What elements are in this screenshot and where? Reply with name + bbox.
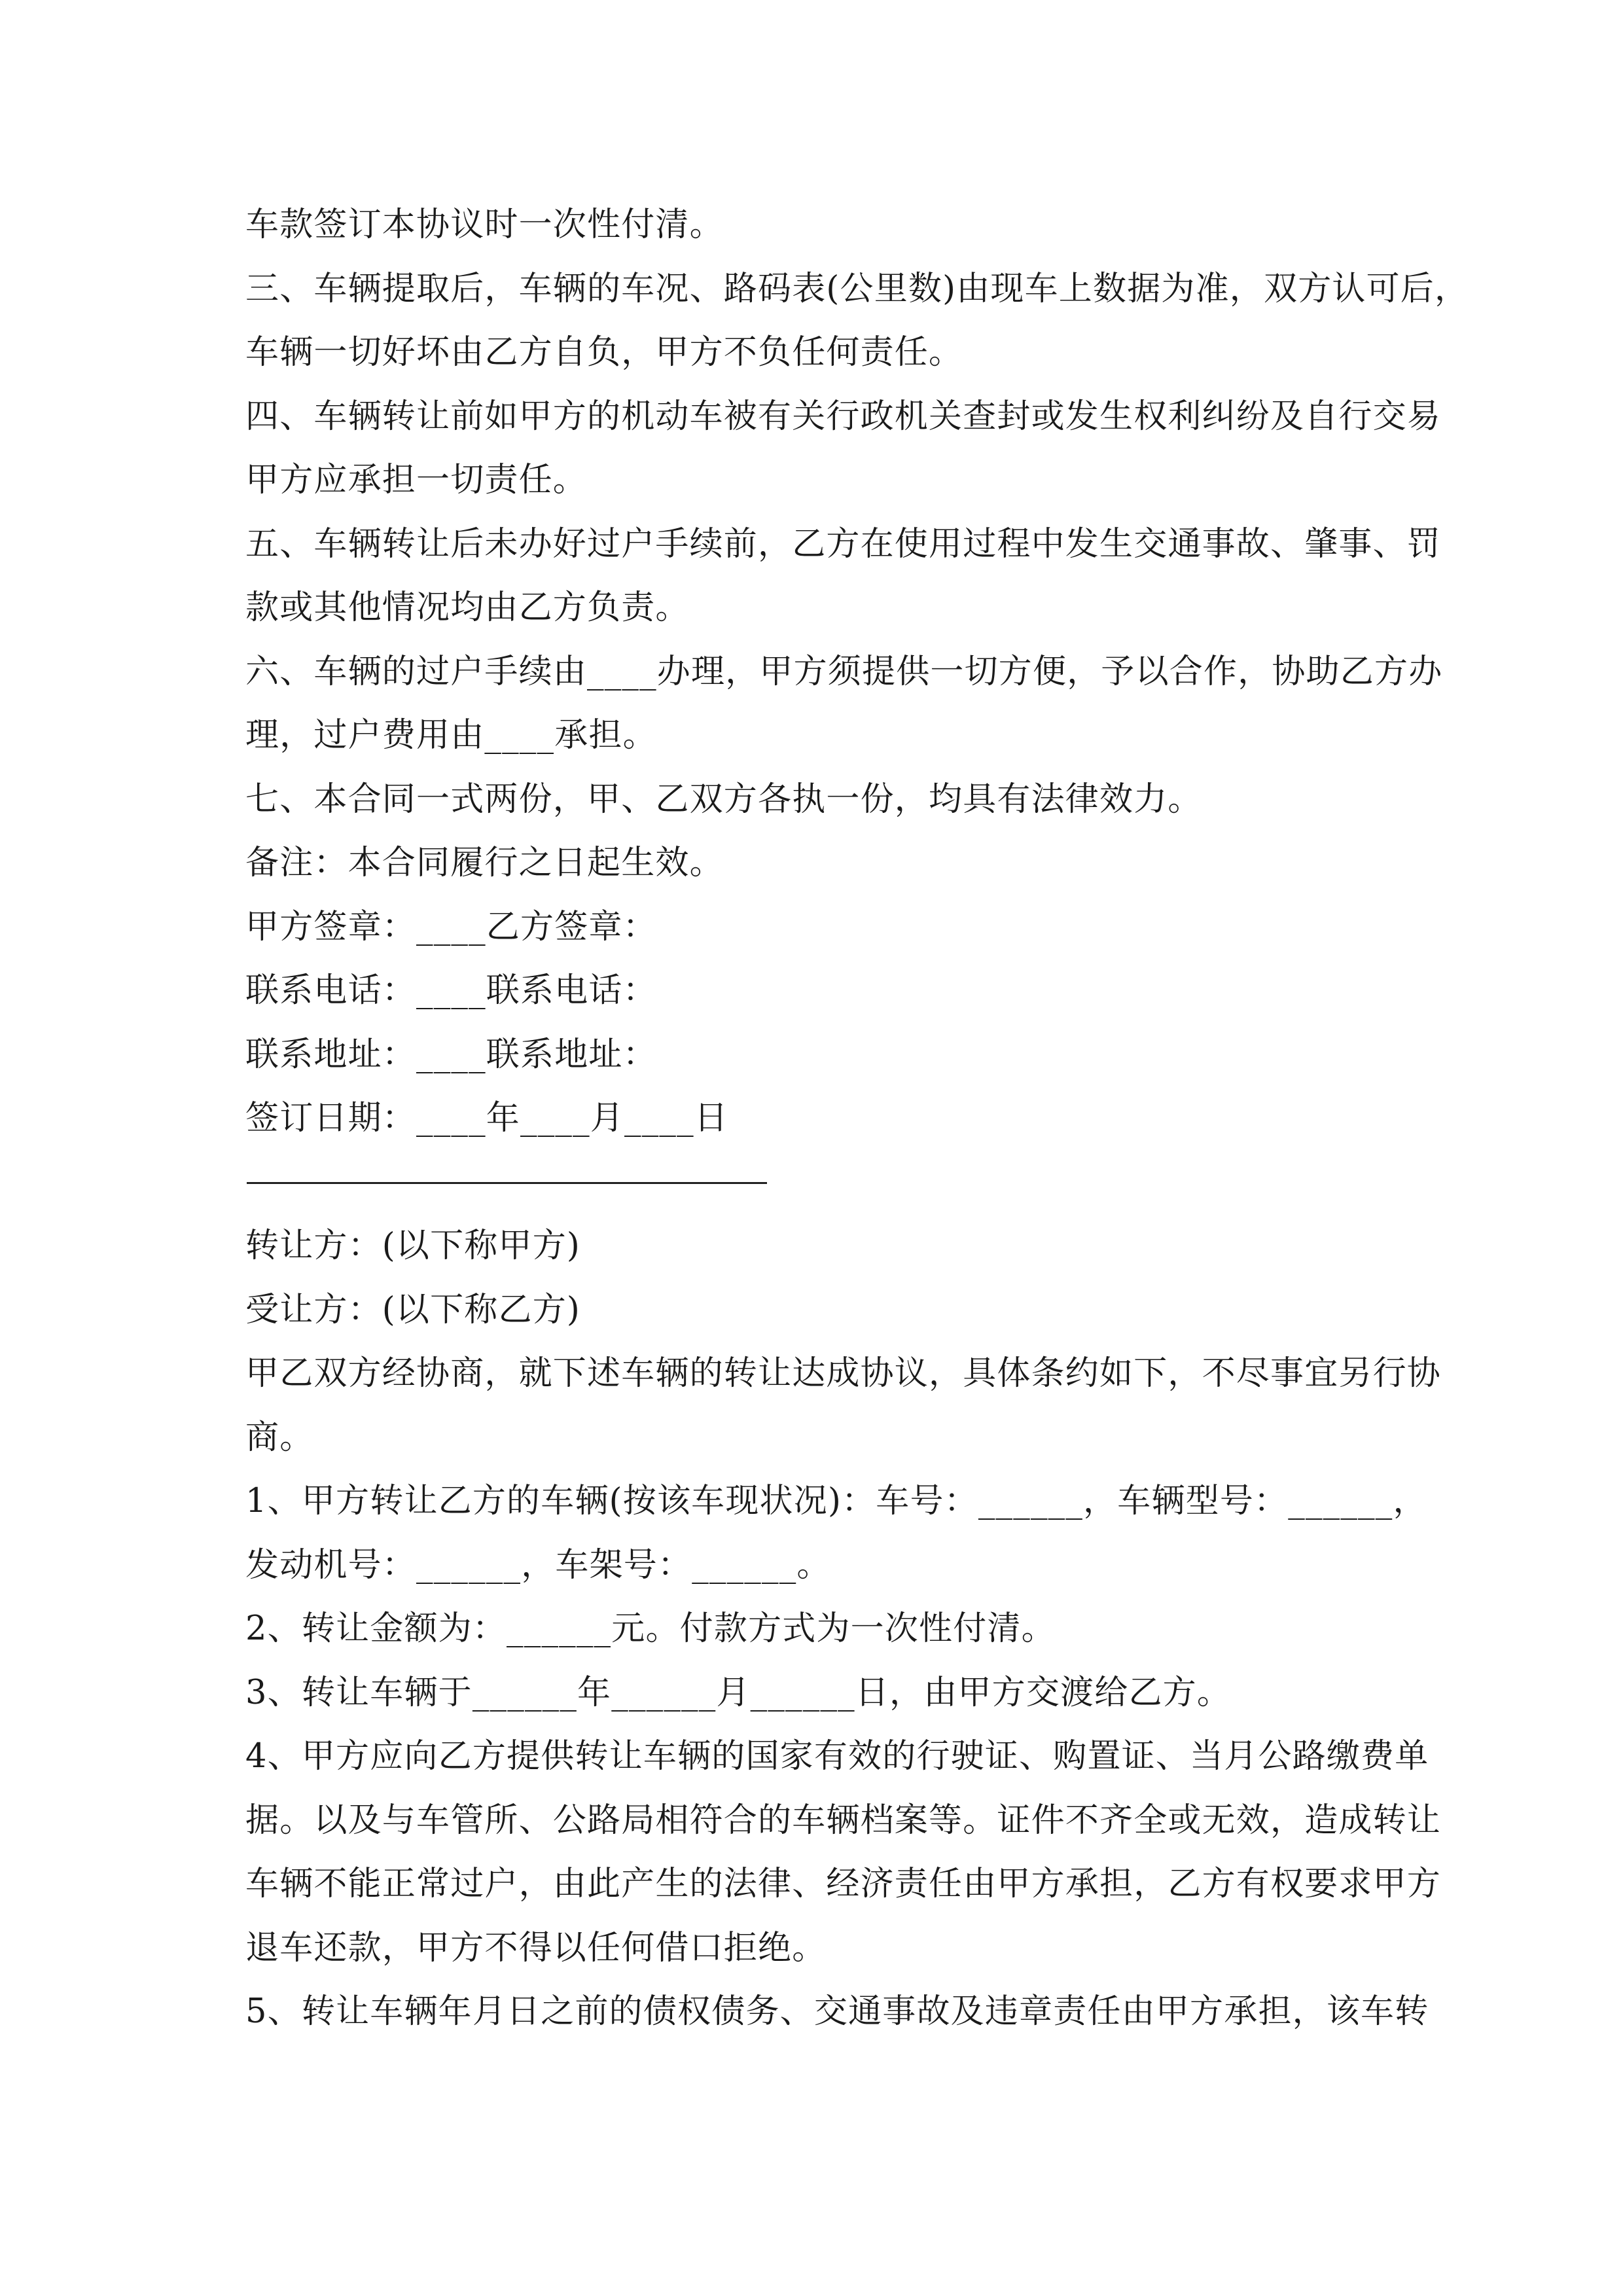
signature-line: 甲方签章：____乙方签章： (245, 907, 657, 946)
date-line: 签订日期：____年____月____日 (245, 1099, 729, 1138)
text-line: 车款签订本协议时一次性付清。 (245, 206, 724, 244)
text-line: 退车还款，甲方不得以任何借口拒绝。 (245, 1928, 827, 1967)
address-line: 联系地址：____联系地址： (245, 1035, 657, 1074)
text-line: 4、甲方应向乙方提供转让车辆的国家有效的行驶证、购置证、当月公路缴费单 (245, 1737, 1429, 1776)
text-line: 甲乙双方经协商，就下述车辆的转让达成协议，具体条约如下，不尽事宜另行协 (245, 1354, 1442, 1393)
phone-line: 联系电话：____联系电话： (245, 971, 657, 1010)
text-line: 3、转让车辆于______年______月______日，由甲方交渡给乙方。 (245, 1673, 1232, 1712)
text-line: 三、车辆提取后，车辆的车况、路码表(公里数)由现车上数据为准，双方认可后， (245, 269, 1469, 308)
text-line: 2、转让金额为：______元。付款方式为一次性付清。 (245, 1609, 1056, 1648)
text-line: 据。以及与车管所、公路局相符合的车辆档案等。证件不齐全或无效，造成转让 (245, 1801, 1442, 1840)
text-line: 受让方：(以下称乙方) (245, 1290, 580, 1329)
text-line: 发动机号：______，车架号：______。 (245, 1545, 831, 1585)
text-line: 甲方应承担一切责任。 (245, 461, 588, 499)
text-line: 商。 (245, 1418, 314, 1457)
text-line: 五、车辆转让后未办好过户手续前，乙方在使用过程中发生交通事故、肇事、罚 (245, 524, 1442, 564)
text-line: 转让方：(以下称甲方) (245, 1227, 580, 1265)
section-divider (245, 1151, 1378, 1215)
text-line: 理，过户费用由____承担。 (245, 716, 657, 755)
text-line: 六、车辆的过户手续由____办理，甲方须提供一切方便，予以合作，协助乙方办 (245, 652, 1443, 691)
text-line: 车辆不能正常过户，由此产生的法律、经济责任由甲方承担，乙方有权要求甲方 (245, 1865, 1442, 1903)
text-line: 备注：本合同履行之日起生效。 (245, 844, 724, 882)
text-line: 七、本合同一式两份，甲、乙双方各执一份，均具有法律效力。 (245, 780, 1202, 819)
divider-rule (247, 1182, 767, 1184)
text-line: 车辆一切好坏由乙方自负，甲方不负任何责任。 (245, 333, 963, 372)
text-line: 四、车辆转让前如甲方的机动车被有关行政机关查封或发生权利纠纷及自行交易 (245, 397, 1442, 436)
text-line: 款或其他情况均由乙方负责。 (245, 588, 690, 627)
text-line: 5、转让车辆年月日之前的债权债务、交通事故及违章责任由甲方承担，该车转 (245, 1992, 1429, 2031)
document-body (245, 193, 1469, 2044)
text-line: 1、甲方转让乙方的车辆(按该车现状况)：车号：______，车辆型号：______， (245, 1482, 1427, 1520)
